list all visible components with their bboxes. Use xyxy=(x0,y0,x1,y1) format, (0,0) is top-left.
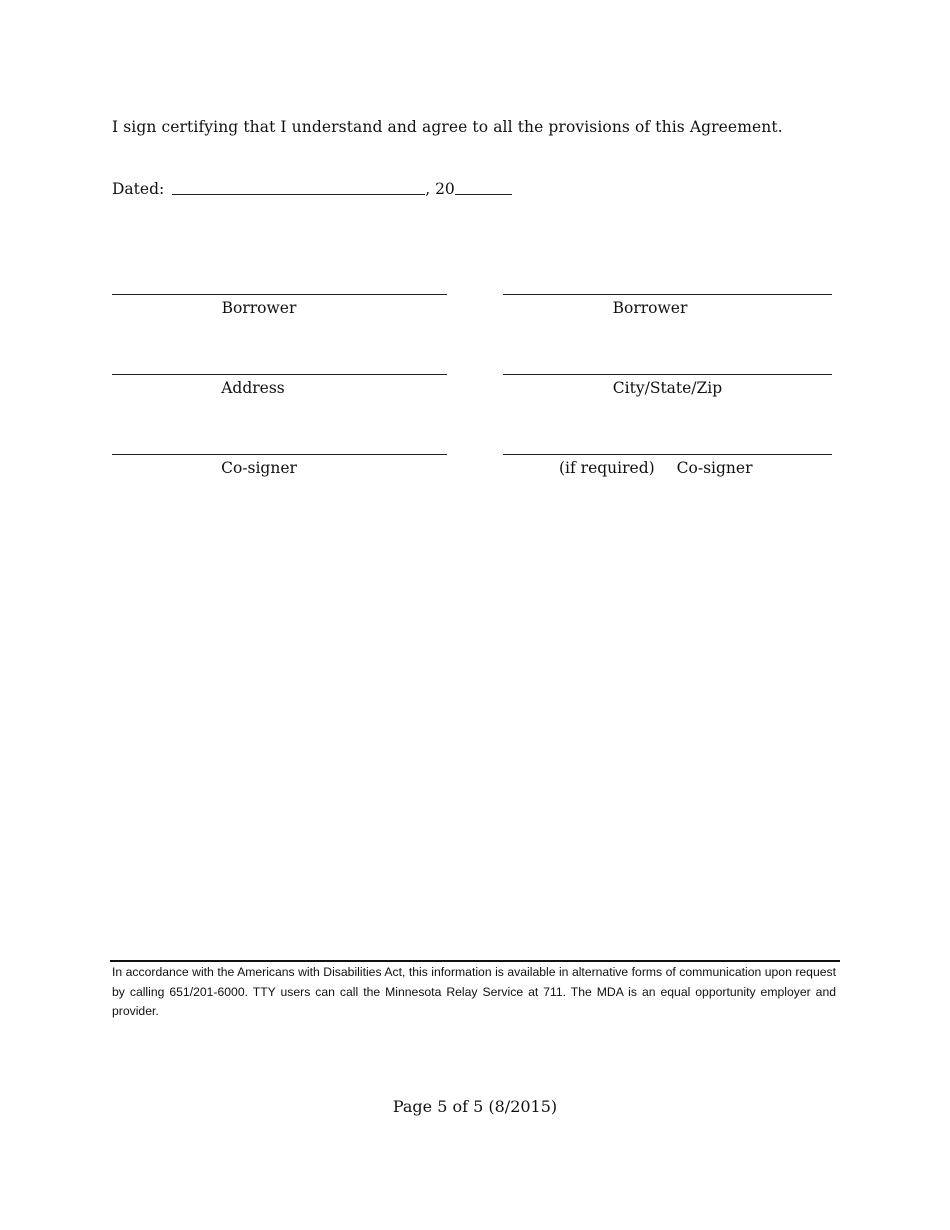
borrower-label-2: Borrower xyxy=(612,299,688,317)
dated-field xyxy=(112,178,512,198)
borrower-signature-line-2[interactable] xyxy=(503,294,832,295)
city-state-zip-line[interactable] xyxy=(503,374,832,375)
page-number: Page 5 of 5 (8/2015) xyxy=(392,1097,558,1116)
dated-label: Dated: xyxy=(112,180,165,198)
city-state-zip-label: City/State/Zip xyxy=(612,379,723,397)
borrower-label-1: Borrower xyxy=(221,299,297,317)
ada-notice: In accordance with the Americans with Disabilities Act, this information is available in alternative forms of communication upon request by calling 651/201-6000. TTY users can call the Minnesota Relay Service at 711. The MDA is an equal opportunity employer and provider. xyxy=(112,965,836,1018)
certification-statement: I sign certifying that I understand and agree to all the provisions of this Agreement. xyxy=(112,118,783,136)
year-blank-line[interactable] xyxy=(455,178,512,195)
year-prefix: , 20 xyxy=(425,180,455,198)
cosigner-label-1: Co-signer xyxy=(221,459,297,477)
if-required-qualifier: (if required) xyxy=(559,459,655,477)
cosigner-label-2: Co-signer xyxy=(676,459,753,477)
date-blank-line[interactable] xyxy=(172,178,425,195)
address-label: Address xyxy=(221,379,285,397)
cosigner-label-2-group xyxy=(559,459,753,477)
address-line[interactable] xyxy=(112,374,447,375)
cosigner-signature-line-2[interactable] xyxy=(503,454,832,455)
borrower-signature-line-1[interactable] xyxy=(112,294,447,295)
footer-divider xyxy=(110,960,840,962)
cosigner-signature-line-1[interactable] xyxy=(112,454,447,455)
